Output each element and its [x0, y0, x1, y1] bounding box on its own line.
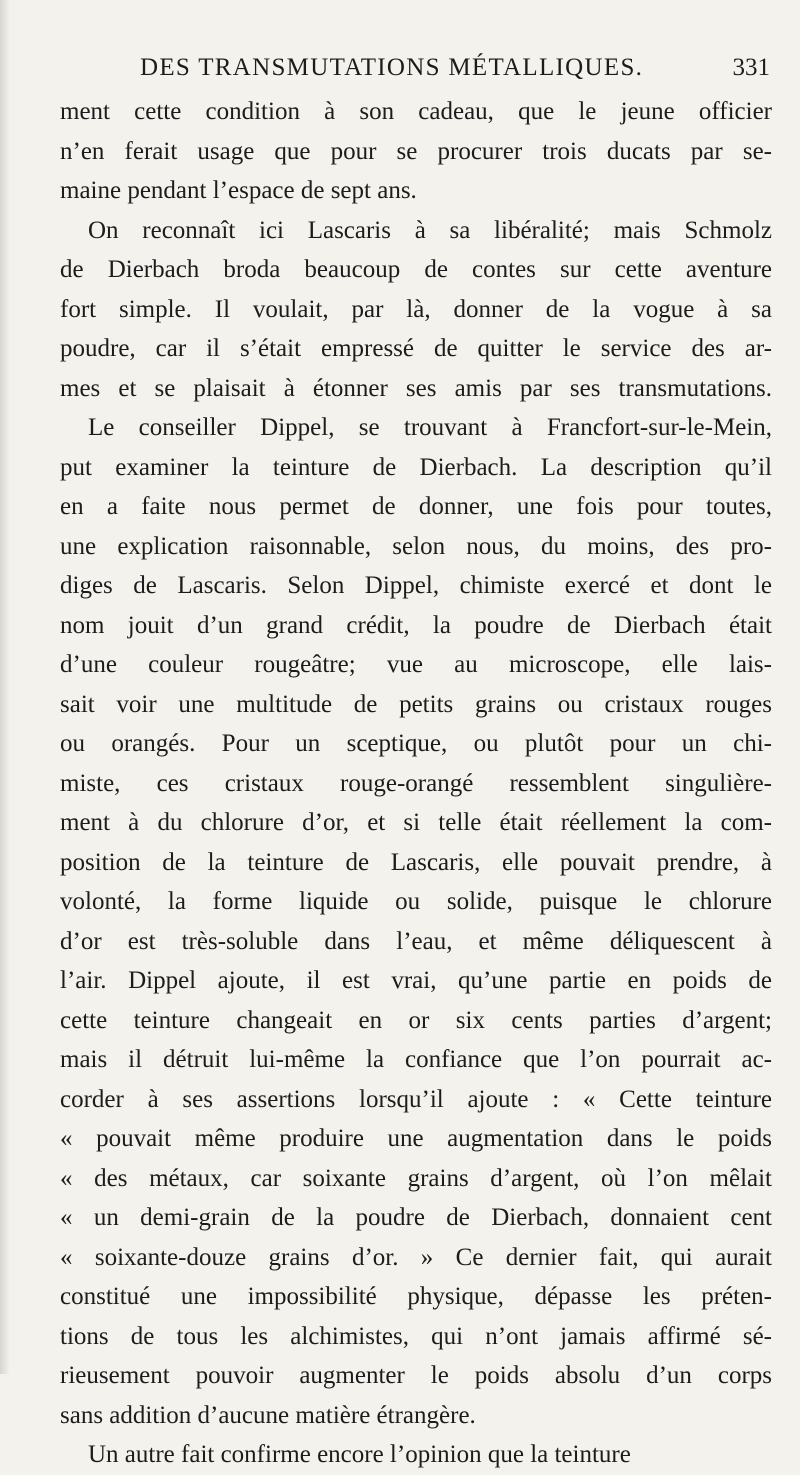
text-line: diges de Lascaris. Selon Dippel, chimiste exercé et dont le — [60, 572, 772, 599]
text-line: miste, ces cristaux rouge-orangé ressemblent singulière- — [60, 769, 772, 797]
text-line: fort simple. Il voulait, par là, donner de la vogue à sa — [60, 295, 772, 323]
text-line: poudre, car il s’était empressé de quitter le service des ar- — [60, 335, 772, 362]
text-line: volonté, la forme liquide ou solide, puisque le chlorure — [60, 888, 772, 915]
text-line: une explication raisonnable, selon nous, du moins, des pro- — [60, 532, 772, 560]
text-line: « soixante-douze grains d’or. » Ce dernier fait, qui aurait — [60, 1243, 772, 1271]
text-line: Un autre fait confirme encore l’opinion que la teinture — [88, 1441, 631, 1468]
text-line: « des métaux, car soixante grains d’argent, où l’on mêlait — [60, 1164, 772, 1192]
text-line: sait voir une multitude de petits grains ou cristaux rouges — [60, 690, 772, 718]
text-line: cette teinture changeait en or six cents parties d’argent; — [60, 1006, 772, 1034]
text-line: position de la teinture de Lascaris, elle pouvait prendre, à — [60, 848, 772, 876]
text-line: constitué une impossibilité physique, dépasse les préten- — [60, 1283, 772, 1310]
running-title: DES TRANSMUTATIONS MÉTALLIQUES. — [140, 54, 644, 81]
text-line: rieusement pouvoir augmenter le poids absolu d’un corps — [60, 1362, 772, 1389]
text-line: mes et se plaisait à étonner ses amis par ses transmutations. — [60, 374, 772, 402]
text-line: ou orangés. Pour un sceptique, ou plutôt pour un chi- — [60, 730, 772, 757]
text-line: l’air. Dippel ajoute, il est vrai, qu’une partie en poids de — [60, 967, 772, 994]
text-line: maine pendant l’espace de sept ans. — [60, 177, 417, 204]
text-line: en a faite nous permet de donner, une fois pour toutes, — [60, 493, 772, 520]
text-line: sans addition d’aucune matière étrangère. — [60, 1401, 476, 1429]
text-line: n’en ferait usage que pour se procurer trois ducats par se- — [60, 137, 772, 165]
text-line: de Dierbach broda beaucoup de contes sur cette aventure — [60, 256, 772, 283]
text-line: nom jouit d’un grand crédit, la poudre de Dierbach était — [60, 611, 772, 639]
text-line: « pouvait même produire une augmentation dans le poids — [60, 1125, 772, 1152]
text-line: « un demi-grain de la poudre de Dierbach, donnaient cent — [60, 1204, 772, 1231]
text-line: d’or est très-soluble dans l’eau, et même déliquescent à — [60, 927, 772, 955]
text-line: mais il détruit lui-même la confiance que l’on pourrait ac- — [60, 1046, 772, 1073]
text-line: d’une couleur rougeâtre; vue au microscope, elle lais- — [60, 651, 772, 678]
text-line: corder à ses assertions lorsqu’il ajoute : « Cette teinture — [60, 1085, 772, 1113]
text-line: put examiner la teinture de Dierbach. La description qu’il — [60, 453, 772, 481]
text-line: Le conseiller Dippel, se trouvant à Francfort-sur-le-Mein, — [88, 414, 772, 441]
page-header — [140, 54, 770, 88]
text-line: On reconnaît ici Lascaris à sa libéralité; mais Schmolz — [88, 216, 772, 244]
text-line: ment à du chlorure d’or, et si telle était réellement la com- — [60, 809, 772, 836]
body-text — [60, 92, 772, 1475]
binding-shadow — [0, 0, 10, 1374]
page-number: 331 — [732, 54, 770, 81]
text-line: ment cette condition à son cadeau, que le jeune officier — [60, 98, 772, 125]
text-line: tions de tous les alchimistes, qui n’ont jamais affirmé sé- — [60, 1322, 772, 1350]
